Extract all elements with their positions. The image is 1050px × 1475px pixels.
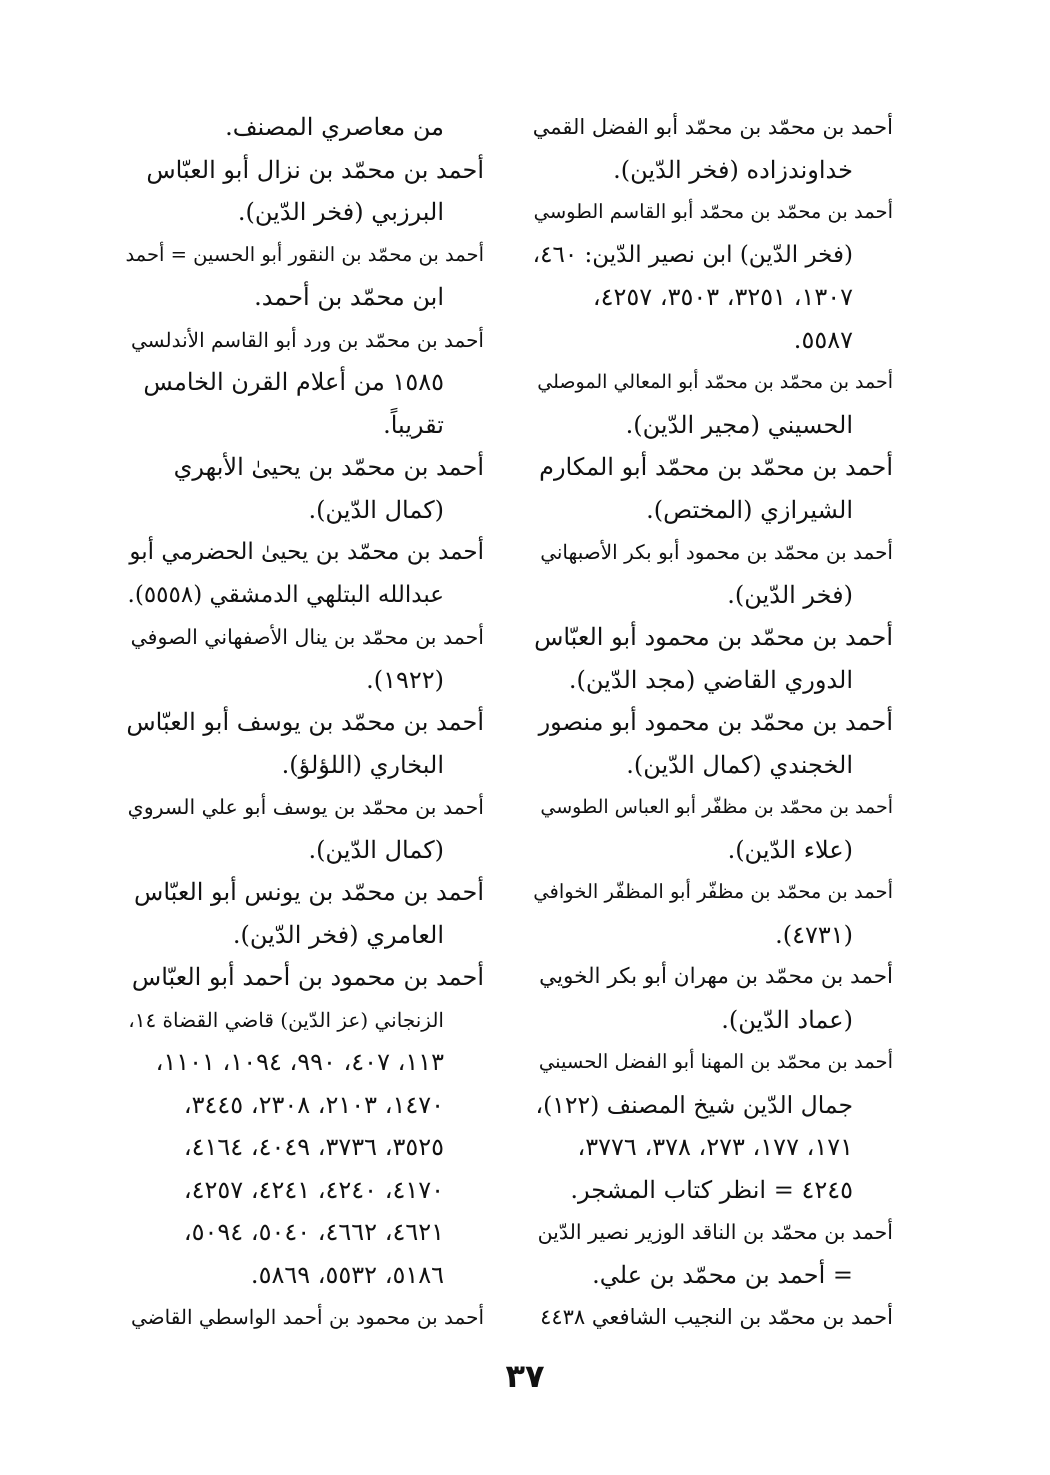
index-entry-heading: أحمد بن محمّد بن يحيىٰ الأبهري [173, 453, 484, 481]
index-entry-heading: أحمد بن محمّد بن محمود أبو العبّاس [534, 623, 893, 651]
index-entry-continuation: العامري (فخر الدّين). [232, 920, 444, 949]
index-entry-continuation: ابن محمّد بن أحمد. [254, 283, 444, 311]
index-entry-heading: أحمد بن محمّد بن مهران أبو بكر الخويي [539, 964, 893, 989]
index-entry-continuation: ٥١٨٦، ٥٥٣٢، ٥٨٦٩. [250, 1260, 444, 1289]
index-entry-heading: أحمد بن محمّد بن محمّد أبو الفضل القمي [533, 115, 893, 139]
index-entry-heading: أحمد بن محمّد بن محمّد أبو المكارم [539, 453, 893, 481]
index-entry-continuation: الدوري القاضي (مجد الدّين). [568, 665, 853, 694]
index-column-left [124, 106, 484, 1339]
index-entry-continuation: (علاء الدّين). [727, 835, 853, 864]
index-entry-heading: أحمد بن محمّد بن النقور أبو الحسين = أحمد [125, 242, 484, 266]
index-entry-continuation: (عماد الدّين). [721, 1005, 853, 1034]
index-entry-heading: أحمد بن محمّد بن محمود أبو بكر الأصبهاني [540, 540, 893, 564]
index-column-right [533, 106, 893, 1339]
page-number: ٣٧ [505, 1357, 545, 1395]
index-entry-continuation: ١٥٨٥ من أعلام القرن الخامس [143, 368, 444, 396]
index-entry-heading: أحمد بن محمّد بن محمود أبو منصور [538, 708, 893, 736]
index-entry-continuation: = أحمد بن محمّد بن علي. [592, 1260, 853, 1289]
index-entry-continuation: ١٣٠٧، ٣٢٥١، ٣٥٠٣، ٤٢٥٧، [592, 283, 853, 311]
index-entry-continuation: الزنجاني (عز الدّين) قاضي القضاة ١٤، [128, 1007, 444, 1032]
index-entry-continuation: عبدالله البتلهي الدمشقي (٥٥٥٨). [127, 581, 444, 608]
index-entry-heading: أحمد بن محمّد بن ينال الأصفهاني الصوفي [130, 625, 484, 649]
index-entry-heading: أحمد بن محمّد بن المهنا أبو الفضل الحسيني [538, 1050, 893, 1073]
index-entry-continuation: (فخر الدّين) ابن نصير الدّين: ٤٦٠، [533, 241, 853, 268]
index-entry-continuation: ٥٥٨٧. [793, 325, 853, 354]
index-entry-continuation: الشيرازي (المختص). [646, 495, 853, 524]
index-entry-heading: أحمد بن محمود بن أحمد الواسطي القاضي [131, 1305, 484, 1329]
index-entry-continuation: ٤٢٤٥ = انظر كتاب المشجر. [570, 1175, 853, 1204]
index-entry-continuation: تقريباً. [383, 410, 444, 439]
index-entry-continuation: ٤٦٢١، ٤٦٦٢، ٥٠٤٠، ٥٠٩٤، [183, 1218, 444, 1246]
index-entry-continuation: ١٧١، ١٧٧، ٢٧٣، ٣٧٨، ٣٧٧٦، [577, 1133, 853, 1161]
index-entry-heading: أحمد بن محمّد بن محمّد أبو القاسم الطوسي [533, 200, 893, 223]
index-entry-continuation: الحسيني (مجير الدّين). [625, 410, 853, 439]
index-entry-heading: أحمد بن محمّد بن النجيب الشافعي ٤٤٣٨ [540, 1305, 893, 1329]
index-entry-heading: أحمد بن محمّد بن يوسف أبو علي السروي [127, 795, 484, 819]
index-entry-heading: أحمد بن محمود بن أحمد أبو العبّاس [131, 963, 484, 991]
index-entry-continuation: الخجندي (كمال الدّين). [626, 750, 853, 779]
index-entry-heading: أحمد بن محمّد بن يونس أبو العبّاس [134, 878, 484, 906]
index-entry-heading: أحمد بن محمّد بن ورد أبو القاسم الأندلسي [131, 327, 484, 352]
index-entry-continuation: ٤١٧٠، ٤٢٤٠، ٤٢٤١، ٤٢٥٧، [183, 1175, 444, 1204]
index-entry-continuation: جمال الدّين شيخ المصنف (١٢٢)، [535, 1090, 853, 1119]
index-entry-continuation: البرزبي (فخر الدّين). [237, 198, 444, 226]
index-entry-heading: أحمد بن محمّد بن نزال أبو العبّاس [146, 155, 484, 184]
index-entry-continuation: من معاصري المصنف. [225, 113, 444, 141]
index-entry-continuation: خداوندزاده (فخر الدّين). [613, 155, 853, 184]
index-entry-continuation: البخاري (اللؤلؤ). [281, 750, 444, 779]
index-entry-continuation: (كمال الدّين). [308, 495, 444, 524]
index-entry-heading: أحمد بن محمّد بن مظفّر أبو المظفّر الخوافي [533, 880, 893, 903]
index-entry-continuation: (١٩٢٢). [366, 665, 444, 694]
index-entry-continuation: ٣٥٢٥، ٣٧٣٦، ٤٠٤٩، ٤١٦٤، [183, 1133, 444, 1161]
index-entry-heading: أحمد بن محمّد بن محمّد أبو المعالي الموصلي [537, 371, 893, 393]
index-entry-heading: أحمد بن محمّد بن الناقد الوزير نصير الدّين [537, 1220, 893, 1244]
index-entry-continuation: (فخر الدّين). [727, 580, 853, 609]
index-entry-continuation: ١٤٧٠، ٢١٠٣، ٢٣٠٨، ٣٤٤٥، [183, 1090, 444, 1119]
index-entry-continuation: (٤٧٣١). [775, 920, 853, 949]
index-entry-heading: أحمد بن محمّد بن يوسف أبو العبّاس [126, 708, 484, 736]
index-entry-continuation: (كمال الدّين). [308, 835, 444, 864]
index-entry-heading: أحمد بن محمّد بن يحيىٰ الحضرمي أبو [129, 539, 484, 565]
index-entry-continuation: ١١٣، ٤٠٧، ٩٩٠، ١٠٩٤، ١١٠١، [155, 1048, 444, 1076]
index-entry-heading: أحمد بن محمّد بن مظفّر أبو العباس الطوسي [540, 796, 893, 818]
